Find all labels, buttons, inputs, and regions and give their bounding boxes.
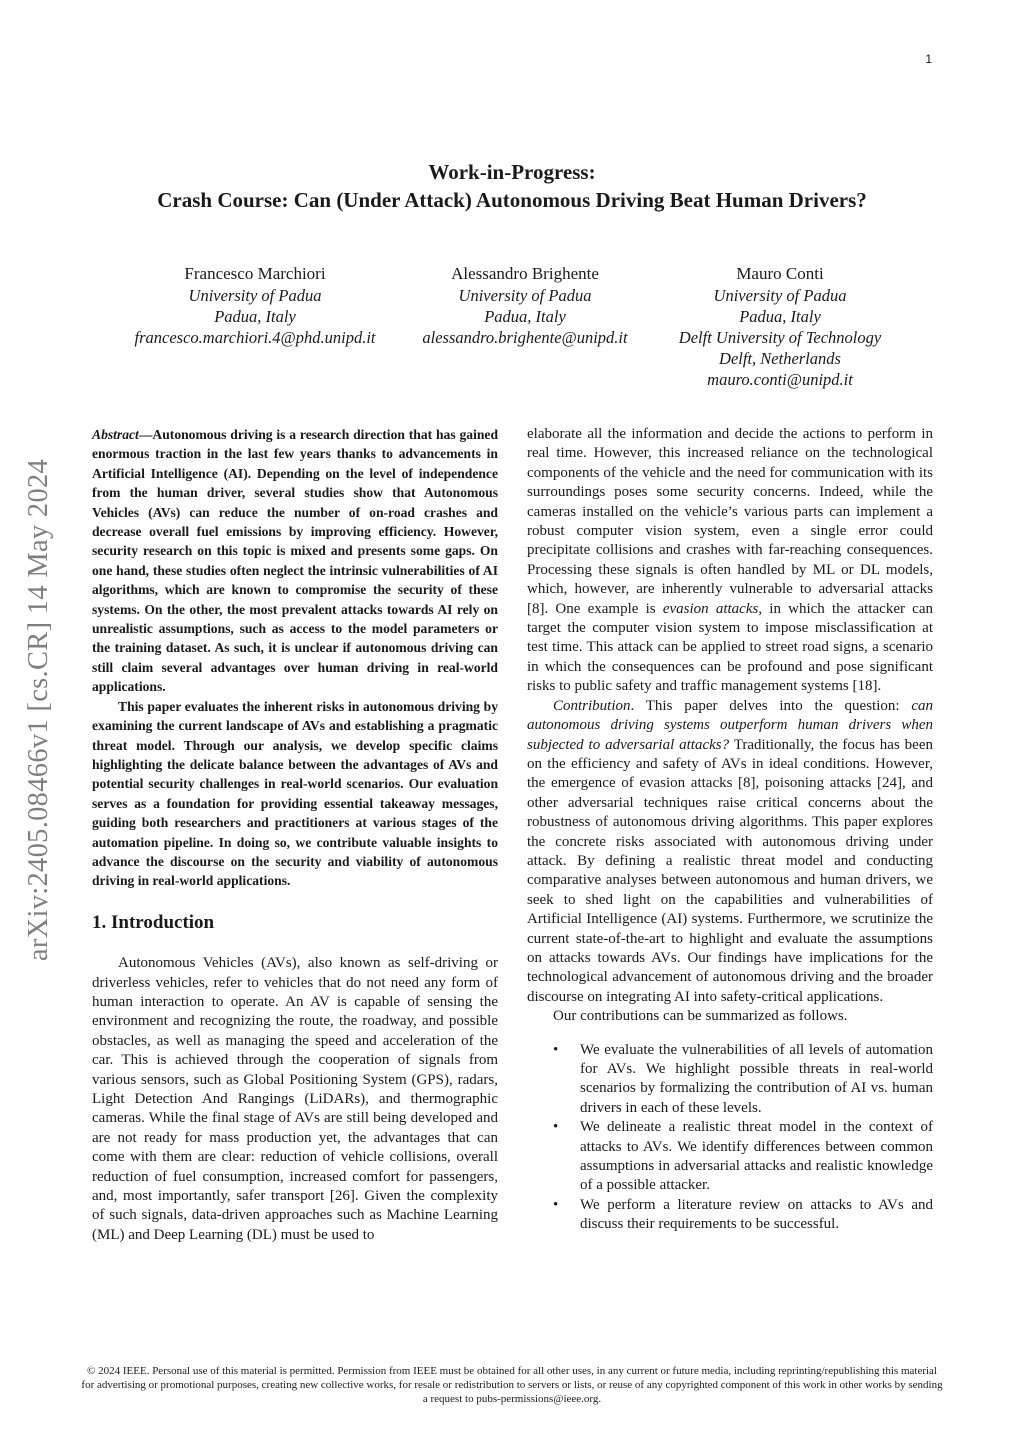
author-block-2 — [380, 263, 670, 348]
title-line-2: Crash Course: Can (Under Attack) Autonomous Driving Beat Human Drivers? — [157, 188, 867, 212]
title-line-1: Work-in-Progress: — [428, 160, 596, 184]
author-name: Francesco Marchiori — [184, 264, 326, 283]
author-location: Padua, Italy — [214, 307, 296, 326]
contribution-label: Contribution — [553, 697, 631, 714]
author-name: Alessandro Brighente — [451, 264, 599, 283]
arxiv-identifier-text: arXiv:2405.08466v1 [cs.CR] 14 May 2024 — [23, 458, 55, 962]
section-heading-introduction: 1. Introduction — [92, 911, 215, 933]
body-text: elaborate all the information and decide the actions to perform in real time. However, this increased reliance on the technological components of the vehicle and the need for communication with its surroundings poses some security concerns. Indeed, while the cameras installed on the vehicle’s various parts can implement a robust computer vision system, even a single error could precipitate collisions and crashes with far-reaching consequences. Processing these signals is often handled by ML or DL models, which, however, are inherently vulnerable to adversarial attacks [8]. One example is — [527, 426, 933, 617]
contributions-intro: Our contributions can be summarized as follows. — [553, 1008, 848, 1025]
emphasis-evasion-attacks: evasion attacks — [662, 600, 759, 617]
abstract-text-1: —Autonomous driving is a research direction that has gained enormous traction in the last few years thanks to advancements in Artificial Intelligence (AI). Depending on the level of independence from the human driver, several studies show that Autonomous Vehicles (AVs) can reduce the number of on-road crashes and decrease overall fuel emissions by improving efficiency. However, security research on this topic is mixed and presents some gaps. On one hand, these studies often neglect the intrinsic vulnerabilities of AI algorithms, which are known to compromise the security of these systems. On the other, the most prevalent attacks towards AI rely on unrealistic assumptions, such as access to the model parameters or the training dataset. As such, it is unclear if autonomous driving can still claim several advantages over human driving in real-world applications. — [92, 427, 498, 695]
list-item: • We evaluate the vulnerabilities of all levels of automation for AVs. We highlight possible threats in real-world scenarios by formalizing the contribution of AI vs. human drivers in each of these levels. — [527, 1041, 933, 1119]
author-affiliation: University of Padua — [188, 286, 322, 305]
paper-title — [0, 158, 1024, 214]
copyright-footer: © 2024 IEEE. Personal use of this material is permitted. Permission from IEEE must be obtained for all other uses, in any current or future media, including reprinting/republishing this material for advertising or promotional purposes, creating new collective works, for resale or redistribution to servers or lists, or reuse of any copyrighted component of this work in other works by sending a request to pubs-permissions@ieee.org. — [81, 1365, 943, 1405]
author-block-1 — [100, 263, 410, 348]
body-text: . This paper delves into the question: — [630, 697, 912, 714]
abstract-paragraph-1 — [92, 425, 498, 697]
intro-paragraph-1: Autonomous Vehicles (AVs), also known as self-driving or driverless vehicles, refer to vehicles that do not need any form of human interaction to operate. An AV is capable of sensing the environment and recognizing the route, the roadway, and possible obstacles, as well as managing the speed and acceleration of the car. This is achieved through the cooperation of signals from various sensors, such as Global Positioning System (GPS), radars, Light Detection And Rangings (LiDARs), and thermographic cameras. While the final stage of AVs are still being developed and are not ready for mass production yet, the advantages that can come with them are clear: reduction of vehicle collisions, overall reduction of fuel consumption, increased comfort for passengers, and, most importantly, safer transport [26]. Given the complexity of such signals, data-driven approaches such as Machine Learning (ML) and Deep Learning (DL) must be used to — [92, 955, 498, 1243]
abstract-paragraph-2: This paper evaluates the inherent risks in autonomous driving by examining the current landscape of AVs and establishing a pragmatic threat model. Through our analysis, we develop specific claims highlighting the delicate balance between the advantages of AVs and potential security challenges in real-world scenarios. Our evaluation serves as a foundation for providing essential takeaway messages, guiding both researchers and practitioners at various stages of the automation pipeline. In doing so, we contribute valuable insights to advance the discourse on the security and viability of autonomous driving in real-world applications. — [92, 698, 498, 889]
author-email: francesco.marchiori.4@phd.unipd.it — [134, 328, 376, 347]
author-name: Mauro Conti — [736, 264, 824, 283]
author-location: Padua, Italy — [739, 307, 821, 326]
author-affiliation: University of Padua — [458, 286, 592, 305]
body-text: , in which the attacker can target the computer vision system to impose misclassification at test time. This attack can be applied to street road signs, a scenario in which the consequences can be profound and pose significant risks to public safety and traffic management systems [18]. — [527, 600, 933, 695]
list-item: • We perform a literature review on attacks to AVs and discuss their requirements to be successful. — [527, 1196, 933, 1235]
author-location-2: Delft, Netherlands — [719, 349, 841, 368]
body-text: Traditionally, the focus has been on the efficiency and safety of AVs in ideal conditions. However, the emergence of evasion attacks [8], poisoning attacks [24], and other adversarial techniques raise critical concerns about the robustness of autonomous driving algorithms. This paper explores the concrete risks associated with autonomous driving under attack. By defining a realistic threat model and conducting comparative analyses between autonomous and human drivers, we seek to shed light on the capabilities and vulnerabilities of Artificial Intelligence (AI) systems. Furthermore, we scrutinize the current state-of-the-art to highlight and evaluate the assumptions on attacks towards AVs. Our findings have implications for the technological advancement of autonomous driving and the broader discourse on integrating AI into safety-critical applications. — [527, 736, 933, 1005]
left-column — [92, 425, 498, 1245]
author-email: alessandro.brighente@unipd.it — [422, 328, 628, 347]
contributions-list — [527, 1041, 933, 1235]
author-email: mauro.conti@unipd.it — [707, 370, 853, 389]
body-paragraph-continued — [527, 425, 933, 697]
abstract-label: Abstract — [92, 427, 139, 442]
page-number: 1 — [925, 52, 932, 66]
contribution-paragraph — [527, 697, 933, 1008]
abstract — [92, 425, 498, 891]
right-column — [527, 425, 933, 1235]
arxiv-identifier — [14, 405, 64, 1015]
author-affiliation: University of Padua — [713, 286, 847, 305]
research-question: can autonomous driving systems outperform human drivers when subjected to adversarial attacks? — [527, 697, 933, 753]
list-item: • We delineate a realistic threat model in the context of attacks to AVs. We identify differences between common assumptions in adversarial attacks and realistic knowledge of a possible attacker. — [527, 1118, 933, 1196]
author-affiliation-2: Delft University of Technology — [678, 328, 882, 347]
author-block-3 — [640, 263, 920, 390]
author-location: Padua, Italy — [484, 307, 566, 326]
